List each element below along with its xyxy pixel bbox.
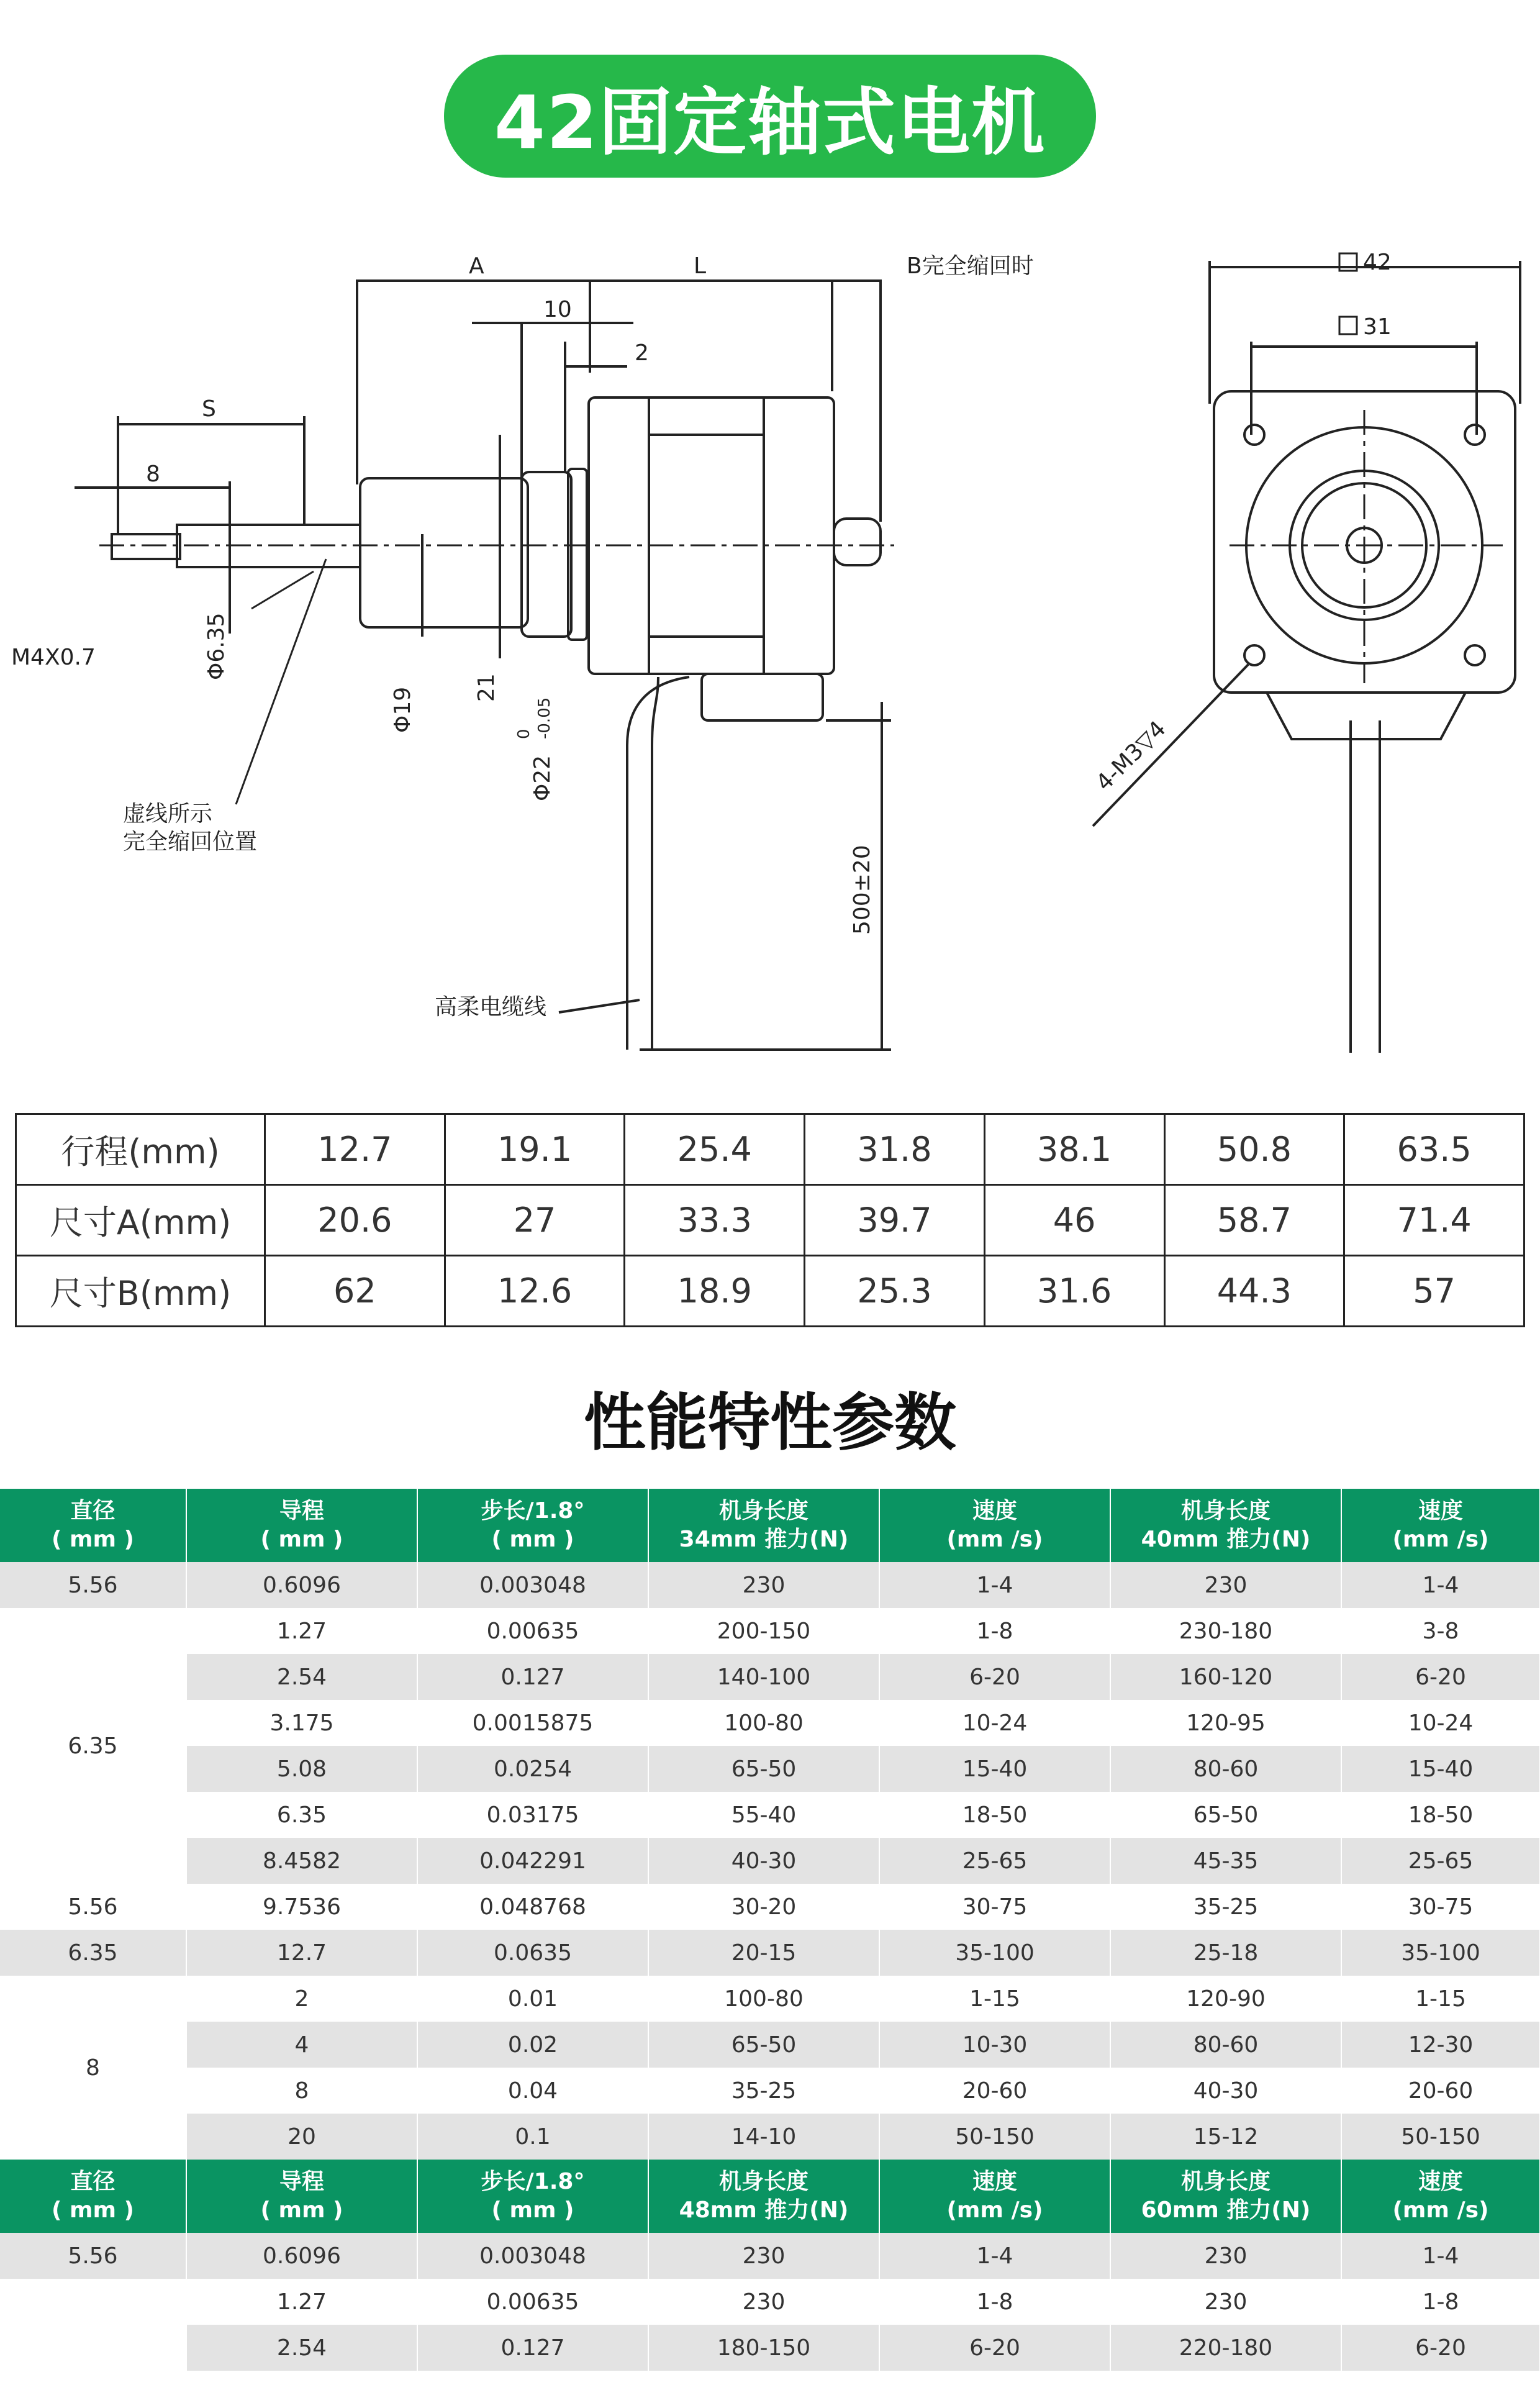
table-cell: 33.3 xyxy=(625,1185,805,1256)
table-cell: 57 xyxy=(1344,1256,1524,1327)
table-cell: 6-20 xyxy=(879,1654,1110,1700)
table-cell: 6-20 xyxy=(879,2325,1110,2371)
table-cell: 5.08 xyxy=(186,1746,417,1792)
table-row xyxy=(0,1838,1540,1884)
header-line: 步长/1.8° xyxy=(481,1498,585,1524)
table-cell: 230 xyxy=(1110,2279,1341,2325)
diameter-cell: 5.56 xyxy=(0,1884,186,1930)
table-cell: 0.04 xyxy=(417,2068,648,2114)
header-line: 48mm 推力(N) xyxy=(679,2197,849,2223)
table-cell: 12.6 xyxy=(445,1256,625,1327)
table-row xyxy=(0,1608,1540,1654)
table-cell: 0.0015875 xyxy=(417,1700,648,1746)
table-cell: 230 xyxy=(648,1562,879,1608)
dashed-note-line1: 虚线所示 xyxy=(123,801,213,827)
table-cell: 12-30 xyxy=(1341,2022,1540,2068)
table-cell: 50.8 xyxy=(1164,1114,1344,1185)
table-cell: 31.6 xyxy=(984,1256,1164,1327)
header-line: 速度 xyxy=(1418,1498,1463,1524)
table-row xyxy=(0,2114,1540,2160)
header-line: ( mm ) xyxy=(52,1527,134,1552)
table-cell: 2.54 xyxy=(186,2325,417,2371)
table-cell: 18-50 xyxy=(879,1792,1110,1838)
table-cell: 1-4 xyxy=(1341,1562,1540,1608)
table-cell: 1.27 xyxy=(186,2279,417,2325)
table-row xyxy=(16,1114,1524,1185)
table-cell: 120-90 xyxy=(1110,1976,1341,2022)
table-cell: 1.27 xyxy=(186,1608,417,1654)
table-row xyxy=(0,2022,1540,2068)
table-cell: 15-12 xyxy=(1110,2114,1341,2160)
table-cell: 1-8 xyxy=(879,1608,1110,1654)
table-cell: 0.0254 xyxy=(417,1746,648,1792)
table-cell: 50-150 xyxy=(1341,2114,1540,2160)
header-line: 机身长度 xyxy=(718,1498,808,1524)
table-cell: 1-15 xyxy=(1341,1976,1540,2022)
table-cell: 35-100 xyxy=(1341,1930,1540,1976)
header-line: 直径 xyxy=(70,2169,116,2194)
dim-21-label: 21 xyxy=(474,673,499,702)
table-cell: 46 xyxy=(984,1185,1164,1256)
table-header-row xyxy=(0,1489,1540,1562)
table-cell: 65-50 xyxy=(648,1746,879,1792)
column-header xyxy=(417,1489,648,1562)
header-line: 40mm 推力(N) xyxy=(1141,1527,1311,1552)
table-cell: 80-60 xyxy=(1110,2022,1341,2068)
table-cell: 200-150 xyxy=(648,1608,879,1654)
table-cell: 0.1 xyxy=(417,2114,648,2160)
table-cell: 40-30 xyxy=(648,1838,879,1884)
table-cell: 25.4 xyxy=(625,1114,805,1185)
table-row xyxy=(0,1884,1540,1930)
table-cell: 10-30 xyxy=(879,2022,1110,2068)
table-cell: 1-8 xyxy=(1341,2279,1540,2325)
thread-label: M4X0.7 xyxy=(11,645,96,670)
performance-title: 性能特性参数 xyxy=(584,1386,956,1459)
diameter-cell: 5.56 xyxy=(0,1562,186,1608)
table-cell: 62 xyxy=(265,1256,445,1327)
table-cell: 220-180 xyxy=(1110,2325,1341,2371)
table-cell: 230 xyxy=(648,2279,879,2325)
header-line: (mm /s) xyxy=(1392,2197,1489,2223)
table-cell: 6-20 xyxy=(1341,2325,1540,2371)
column-header xyxy=(1341,1489,1540,1562)
page-title: 42固定轴式电机 xyxy=(494,80,1046,165)
table-row xyxy=(0,2233,1540,2279)
header-line: 速度 xyxy=(1418,2169,1463,2194)
header-line: ( mm ) xyxy=(260,2197,343,2223)
table-cell: 4 xyxy=(186,2022,417,2068)
column-header xyxy=(0,2160,186,2233)
table-cell: 30-75 xyxy=(879,1884,1110,1930)
table-cell: 2.54 xyxy=(186,1654,417,1700)
table-cell: 0.003048 xyxy=(417,2233,648,2279)
table-cell: 0.02 xyxy=(417,2022,648,2068)
table-cell: 0.00635 xyxy=(417,1608,648,1654)
table-row xyxy=(0,2068,1540,2114)
column-header xyxy=(0,1489,186,1562)
header-line: 60mm 推力(N) xyxy=(1141,2197,1311,2223)
table-cell: 10-24 xyxy=(879,1700,1110,1746)
table-cell: 0.03175 xyxy=(417,1792,648,1838)
table-cell: 120-95 xyxy=(1110,1700,1341,1746)
table-cell: 63.5 xyxy=(1344,1114,1524,1185)
table-cell: 0.6096 xyxy=(186,1562,417,1608)
header-line: 机身长度 xyxy=(1180,1498,1270,1524)
table-cell: 0.0635 xyxy=(417,1930,648,1976)
table-cell: 1-4 xyxy=(879,2233,1110,2279)
table-cell: 0.003048 xyxy=(417,1562,648,1608)
header-line: (mm /s) xyxy=(946,1527,1043,1552)
header-line: 直径 xyxy=(70,1498,116,1524)
table-cell: 25.3 xyxy=(805,1256,985,1327)
table-cell: 55-40 xyxy=(648,1792,879,1838)
table-row xyxy=(0,1654,1540,1700)
column-header xyxy=(648,1489,879,1562)
table-cell: 14-10 xyxy=(648,2114,879,2160)
diameter-cell xyxy=(0,2279,186,2371)
table-cell: 160-120 xyxy=(1110,1654,1341,1700)
dashed-note-line2: 完全缩回位置 xyxy=(123,829,258,855)
table-cell: 230 xyxy=(648,2233,879,2279)
table-cell: 1-8 xyxy=(879,2279,1110,2325)
header-line: ( mm ) xyxy=(491,2197,574,2223)
table-cell: 0.048768 xyxy=(417,1884,648,1930)
table-cell: 2 xyxy=(186,1976,417,2022)
table-row xyxy=(0,2325,1540,2371)
header-line: 导程 xyxy=(279,1498,324,1524)
dim-L-label: L xyxy=(694,253,707,279)
header-line: 机身长度 xyxy=(1180,2169,1270,2194)
column-header xyxy=(879,1489,1110,1562)
header-line: 速度 xyxy=(972,2169,1017,2194)
table-cell: 25-18 xyxy=(1110,1930,1341,1976)
table-cell: 100-80 xyxy=(648,1700,879,1746)
table-cell: 230-180 xyxy=(1110,1608,1341,1654)
row-label: 行程(mm) xyxy=(16,1114,265,1185)
table-cell: 15-40 xyxy=(879,1746,1110,1792)
cable-note: 高柔电缆线 xyxy=(435,994,547,1020)
table-row xyxy=(0,1700,1540,1746)
column-header xyxy=(879,2160,1110,2233)
diameter-cell: 6.35 xyxy=(0,1608,186,1884)
table-row xyxy=(16,1256,1524,1327)
column-header xyxy=(186,2160,417,2233)
table-cell: 8.4582 xyxy=(186,1838,417,1884)
page-title-banner xyxy=(444,55,1096,178)
dim-S-label: S xyxy=(202,396,216,422)
table-row xyxy=(16,1185,1524,1256)
diameter-cell: 6.35 xyxy=(0,1930,186,1976)
diameter-cell: 5.56 xyxy=(0,2233,186,2279)
dim-10-label: 10 xyxy=(543,297,572,322)
header-line: 速度 xyxy=(972,1498,1017,1524)
table-cell: 3.175 xyxy=(186,1700,417,1746)
table-row xyxy=(0,1976,1540,2022)
table-cell: 65-50 xyxy=(1110,1792,1341,1838)
table-cell: 0.00635 xyxy=(417,2279,648,2325)
performance-table xyxy=(0,1489,1540,2371)
dim-8-label: 8 xyxy=(146,461,160,487)
table-cell: 35-25 xyxy=(1110,1884,1341,1930)
table-cell: 30-75 xyxy=(1341,1884,1540,1930)
table-cell: 58.7 xyxy=(1164,1185,1344,1256)
table-cell: 0.127 xyxy=(417,2325,648,2371)
row-label: 尺寸B(mm) xyxy=(16,1256,265,1327)
table-cell: 6-20 xyxy=(1341,1654,1540,1700)
phi22-tol-upper: 0 xyxy=(515,729,533,739)
table-cell: 180-150 xyxy=(648,2325,879,2371)
header-line: ( mm ) xyxy=(260,1527,343,1552)
square-31-label: 31 xyxy=(1363,314,1392,340)
phi22-label: Φ22 xyxy=(530,755,555,801)
holes-label: 4-M3▽4 xyxy=(1091,716,1171,796)
table-cell: 38.1 xyxy=(984,1114,1164,1185)
dimension-table xyxy=(15,1113,1525,1327)
table-cell: 0.127 xyxy=(417,1654,648,1700)
table-cell: 1-4 xyxy=(1341,2233,1540,2279)
header-line: ( mm ) xyxy=(52,2197,134,2223)
table-cell: 40-30 xyxy=(1110,2068,1341,2114)
dim-2-label: 2 xyxy=(635,340,649,366)
table-cell: 0.6096 xyxy=(186,2233,417,2279)
table-cell: 65-50 xyxy=(648,2022,879,2068)
technical-drawing xyxy=(0,186,1540,1068)
header-line: 机身长度 xyxy=(718,2169,808,2194)
header-line: 34mm 推力(N) xyxy=(679,1527,849,1552)
column-header xyxy=(648,2160,879,2233)
diameter-cell: 8 xyxy=(0,1976,186,2160)
table-cell: 8 xyxy=(186,2068,417,2114)
table-cell: 18.9 xyxy=(625,1256,805,1327)
table-cell: 6.35 xyxy=(186,1792,417,1838)
phi635-label: Φ6.35 xyxy=(204,612,229,680)
table-cell: 230 xyxy=(1110,2233,1341,2279)
column-header xyxy=(186,1489,417,1562)
phi19-label: Φ19 xyxy=(390,686,415,733)
table-cell: 25-65 xyxy=(1341,1838,1540,1884)
square-42-label: 42 xyxy=(1363,250,1392,275)
header-line: (mm /s) xyxy=(946,2197,1043,2223)
cable-length-label: 500±20 xyxy=(849,845,875,935)
table-cell: 12.7 xyxy=(265,1114,445,1185)
table-cell: 71.4 xyxy=(1344,1185,1524,1256)
table-cell: 20.6 xyxy=(265,1185,445,1256)
table-cell: 9.7536 xyxy=(186,1884,417,1930)
table-cell: 20-60 xyxy=(879,2068,1110,2114)
table-cell: 31.8 xyxy=(805,1114,985,1185)
table-cell: 39.7 xyxy=(805,1185,985,1256)
row-label: 尺寸A(mm) xyxy=(16,1185,265,1256)
table-row xyxy=(0,1562,1540,1608)
table-cell: 1-4 xyxy=(879,1562,1110,1608)
table-row xyxy=(0,1930,1540,1976)
dim-B-note: B完全缩回时 xyxy=(907,253,1034,279)
table-cell: 44.3 xyxy=(1164,1256,1344,1327)
phi22-tol-lower: -0.05 xyxy=(535,697,554,739)
table-cell: 230 xyxy=(1110,1562,1341,1608)
table-cell: 20 xyxy=(186,2114,417,2160)
column-header xyxy=(417,2160,648,2233)
table-cell: 30-20 xyxy=(648,1884,879,1930)
header-line: ( mm ) xyxy=(491,1527,574,1552)
header-line: (mm /s) xyxy=(1392,1527,1489,1552)
table-header-row xyxy=(0,2160,1540,2233)
dim-A-label: A xyxy=(469,253,484,279)
header-line: 步长/1.8° xyxy=(481,2169,585,2194)
table-cell: 18-50 xyxy=(1341,1792,1540,1838)
table-cell: 10-24 xyxy=(1341,1700,1540,1746)
column-header xyxy=(1110,2160,1341,2233)
table-cell: 12.7 xyxy=(186,1930,417,1976)
table-cell: 50-150 xyxy=(879,2114,1110,2160)
table-cell: 19.1 xyxy=(445,1114,625,1185)
column-header xyxy=(1341,2160,1540,2233)
table-cell: 0.01 xyxy=(417,1976,648,2022)
table-row xyxy=(0,2279,1540,2325)
header-line: 导程 xyxy=(279,2169,324,2194)
table-row xyxy=(0,1792,1540,1838)
table-cell: 140-100 xyxy=(648,1654,879,1700)
table-cell: 25-65 xyxy=(879,1838,1110,1884)
table-cell: 35-100 xyxy=(879,1930,1110,1976)
table-cell: 3-8 xyxy=(1341,1608,1540,1654)
table-cell: 1-15 xyxy=(879,1976,1110,2022)
table-cell: 20-15 xyxy=(648,1930,879,1976)
table-cell: 35-25 xyxy=(648,2068,879,2114)
table-cell: 27 xyxy=(445,1185,625,1256)
table-cell: 80-60 xyxy=(1110,1746,1341,1792)
table-cell: 45-35 xyxy=(1110,1838,1341,1884)
column-header xyxy=(1110,1489,1341,1562)
table-cell: 15-40 xyxy=(1341,1746,1540,1792)
table-cell: 100-80 xyxy=(648,1976,879,2022)
table-row xyxy=(0,1746,1540,1792)
table-cell: 0.042291 xyxy=(417,1838,648,1884)
table-cell: 20-60 xyxy=(1341,2068,1540,2114)
